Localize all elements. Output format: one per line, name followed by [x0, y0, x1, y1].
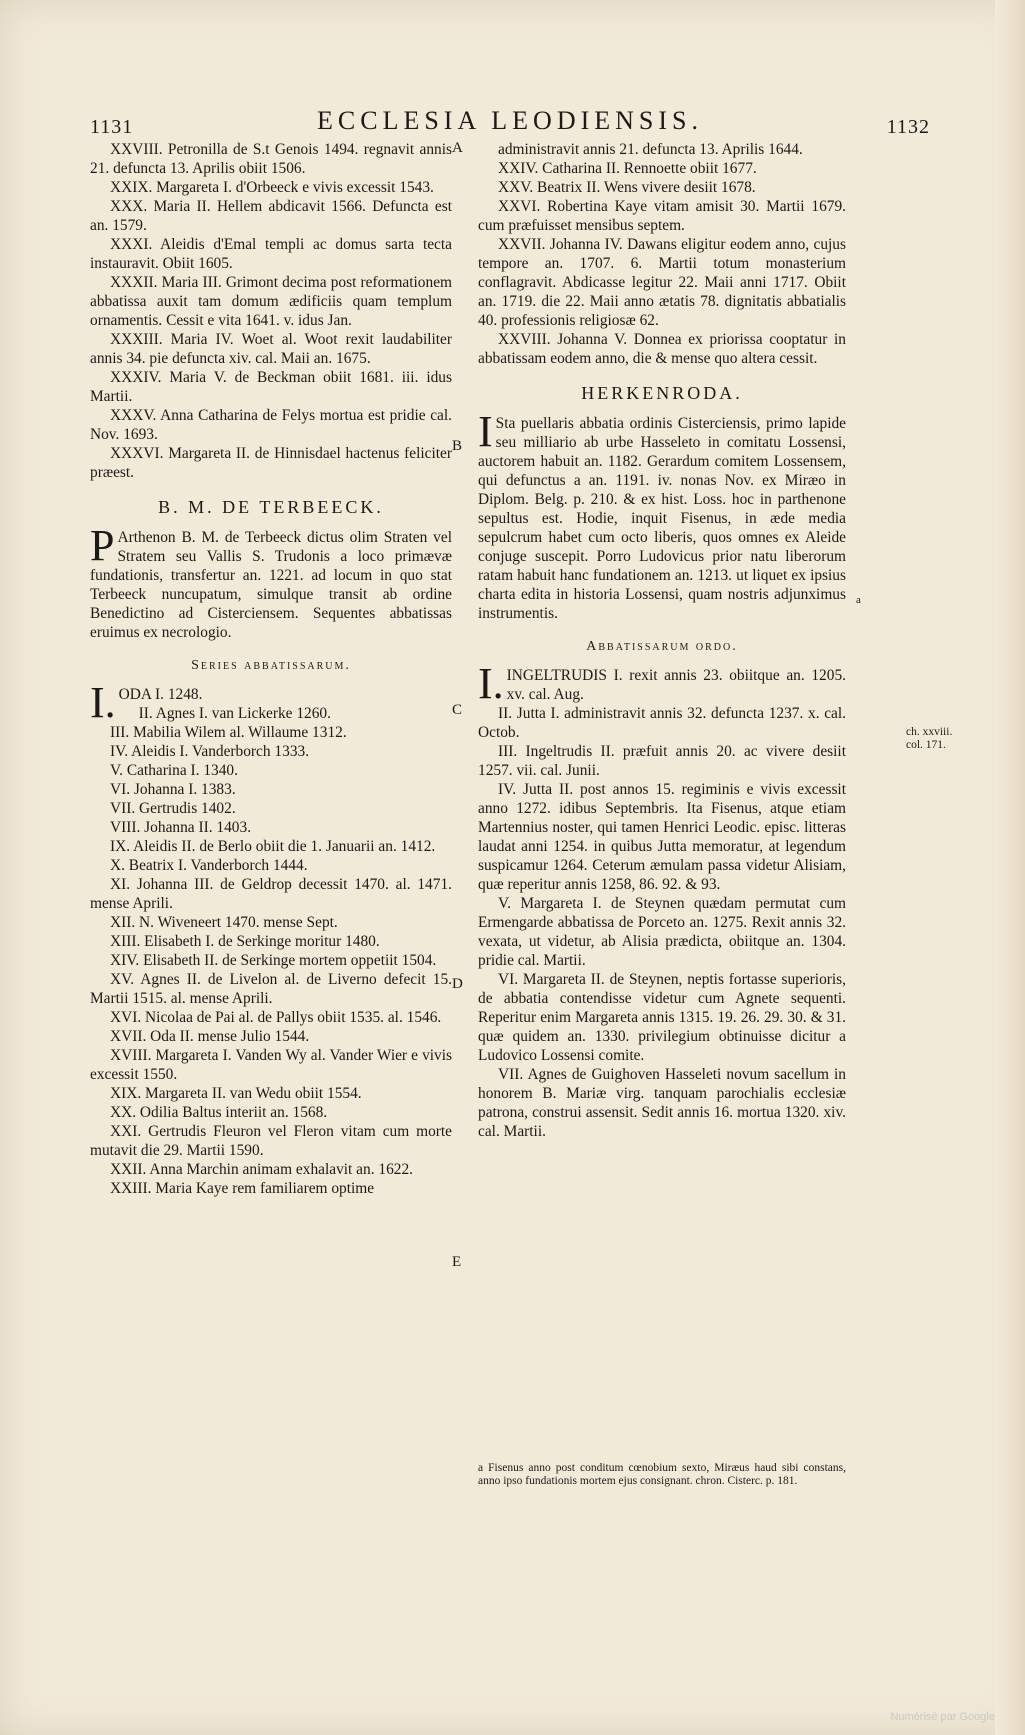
text-paragraph: II. Jutta I. administravit annis 32. defuncta 1237. x. cal. Octob. [478, 705, 846, 741]
text-paragraph: administravit annis 21. defuncta 13. Aprilis 1644. [498, 141, 803, 158]
text-paragraph: XVII. Oda II. mense Julio 1544. [110, 1028, 310, 1045]
text-paragraph: XXIV. Catharina II. Rennoette obiit 1677. [498, 160, 757, 177]
text-paragraph: I.ODA I. 1248. [90, 678, 203, 727]
text-paragraph: ISta puellaris abbatia ordinis Cisterciensis, primo lapide seu milliario ab urbe Hasseleto in comitatu Lossensi, auctorem habuit an. 1182. Gerardum comitem Lossensem, qui defunctus a an. 1191. iv. nonas Nov. ex Miræo in Diplom. Belg. p. 210. & ex hist. Loss. hoc in parthenone sepultus est. Hodie, inquit Fisenus, in æde media sepulcrum habet cum octo liberis, quos omnes ex Aleide conjuge suscepit. Porro Ludovicus prior natu liberorum ratam habuit hanc fundationem an. 1213. ut liquet ex ipsius charta edita in historia Lossensi, quam nostris adjunximus instrumentis. [478, 407, 846, 622]
text-paragraph: V. Margareta I. de Steynen quædam permutat cum Ermengarde abbatissa de Porceto an. 1275. Rexit annis 32. vexata, ut videtur, ab Alisia prædicta, obiitque an. 1304. pridie cal. Martii. [478, 895, 846, 969]
text-paragraph: XXVI. Robertina Kaye vitam amisit 30. Martii 1679. cum præfuisset mensibus septem. [478, 198, 846, 234]
text-paragraph: II. Agnes I. van Lickerke 1260. [138, 705, 331, 722]
list-heading: Abbatissarum ordo. [586, 639, 738, 654]
text-paragraph: XVIII. Margareta I. Vanden Wy al. Vander Wier e vivis excessit 1550. [90, 1047, 452, 1083]
margin-note: ch. xxviii. col. 171. [906, 726, 953, 751]
text-paragraph: XXI. Gertrudis Fleuron vel Fleron vitam cum morte mutavit die 29. Martii 1590. [90, 1123, 452, 1159]
footnote: a Fisenus anno post conditum cœnobium sexto, Miræus haud sibi constans, anno ipso fundationis mortem ejus consignant. chron. Cisterc. p. 181. [478, 1462, 846, 1487]
left-column [90, 140, 452, 1198]
text-paragraph: XXXI. Aleidis d'Emal templi ac domus sarta tecta instauravit. Obiit 1605. [90, 236, 452, 272]
text-paragraph: XXXVI. Margareta II. de Hinnisdael hactenus feliciter præest. [90, 445, 452, 481]
section-heading: B. M. DE TERBEECK. [158, 497, 384, 517]
text-paragraph: XXVII. Johanna IV. Dawans eligitur eodem anno, cujus tempore an. 1707. 6. Martii totum monasterium conflagravit. Abdicasse legitur 22. Maii anni 1717. Obiit an. 1719. die 22. Maii anno ætatis 78. dignitatis abbatialis 40. professionis religiosæ 62. [478, 236, 846, 329]
text-paragraph: XXXIII. Maria IV. Woet al. Woot rexit laudabiliter annis 34. pie defuncta xiv. cal. Maii an. 1675. [90, 331, 452, 367]
text-paragraph: XXXII. Maria III. Grimont decima post reformationem abbatissa auxit tam domum ædificiis quam templum ornamentis. Cessit e vita 1641. v. idus Jan. [90, 274, 452, 329]
text-paragraph: X. Beatrix I. Vanderborch 1444. [110, 857, 308, 874]
section-marker-c: C [452, 702, 463, 718]
text-paragraph: VI. Margareta II. de Steynen, neptis fortasse superioris, de abbatia contendisse videtur cum Agnete sequenti. Reperitur enim Margareta annis 1315. 19. 26. 29. 30. & 31. quæ quidem an. 1330. privilegium obtinuisse dicitur a Ludovico Lossensi comite. [478, 971, 846, 1064]
text-paragraph: XX. Odilia Baltus interiit an. 1568. [110, 1104, 328, 1121]
text-paragraph: III. Mabilia Wilem al. Willaume 1312. [110, 724, 347, 741]
list-heading: Series abbatissarum. [191, 658, 351, 673]
section-marker-d: D [452, 976, 463, 992]
page-title: ECCLESIA LEODIENSIS. [317, 106, 703, 135]
running-header [90, 106, 930, 142]
text-paragraph: VII. Agnes de Guighoven Hasseleti novum sacellum in honorem B. Mariæ virg. tanquam parochialis ecclesiæ patrona, construi assensit. Sedit annis 16. mortua 1320. xiv. cal. Martii. [478, 1066, 846, 1140]
text-paragraph: XXII. Anna Marchin animam exhalavit an. 1622. [110, 1161, 414, 1178]
text-paragraph: XVI. Nicolaa de Pai al. de Pallys obiit 1535. al. 1546. [110, 1009, 442, 1026]
section-heading: HERKENRODA. [581, 383, 743, 403]
text-paragraph: XXIX. Margareta I. d'Orbeeck e vivis excessit 1543. [110, 179, 434, 196]
text-paragraph: XIX. Margareta II. van Wedu obiit 1554. [110, 1085, 362, 1102]
text-paragraph: VIII. Johanna II. 1403. [110, 819, 252, 836]
text-paragraph: XIV. Elisabeth II. de Serkinge mortem oppetiit 1504. [110, 952, 437, 969]
text-paragraph: VII. Gertrudis 1402. [110, 800, 236, 817]
text-paragraph: PArthenon B. M. de Terbeeck dictus olim Straten vel Stratem seu Vallis S. Trudonis a loco primævæ fundationis, transfertur an. 1221. ad locum in quo stat Terbeeck nuncupatum, simulque transit ab ordine Benedictino ad Cisterciensem. Sequentes abbatissas eruimus ex necrologio. [90, 521, 452, 641]
text-paragraph: XXV. Beatrix II. Wens vivere desiit 1678. [498, 179, 756, 196]
watermark: Numérisé par Google [890, 1711, 995, 1723]
text-paragraph: V. Catharina I. 1340. [110, 762, 238, 779]
section-marker-e: E [452, 1254, 462, 1270]
text-paragraph: XII. N. Wiveneert 1470. mense Sept. [110, 914, 338, 931]
page-number-left: 1131 [90, 116, 134, 138]
text-paragraph: XXXV. Anna Catharina de Felys mortua est pridie cal. Nov. 1693. [90, 407, 452, 443]
text-paragraph: IX. Aleidis II. de Berlo obiit die 1. Januarii an. 1412. [110, 838, 436, 855]
text-paragraph: XIII. Elisabeth I. de Serkinge moritur 1480. [110, 933, 380, 950]
text-paragraph: III. Ingeltrudis II. præfuit annis 20. ac vivere desiit 1257. vii. cal. Junii. [478, 743, 846, 779]
text-paragraph: XXXIV. Maria V. de Beckman obiit 1681. iii. idus Martii. [90, 369, 452, 405]
text-paragraph: XXVIII. Johanna V. Donnea ex priorissa cooptatur in abbatissam eodem anno, die & mense quo altera cessit. [478, 331, 846, 367]
text-paragraph: IV. Aleidis I. Vanderborch 1333. [110, 743, 310, 760]
section-marker-a: A [452, 140, 463, 156]
text-paragraph: XXVIII. Petronilla de S.t Genois 1494. regnavit annis 21. defuncta 13. Aprilis obiit 1506. [90, 141, 452, 177]
text-paragraph: XI. Johanna III. de Geldrop decessit 1470. al. 1471. mense Aprili. [90, 876, 452, 912]
section-marker-b: B [452, 438, 463, 454]
text-paragraph: IV. Jutta II. post annos 15. regiminis e vivis excessit anno 1272. idibus Septembris. Ita Fisenus, atque etiam Martennius noster, qui tamen Henrici Leodic. episc. litteras laudat anni 1254. in quibus Jutta memoratur, at legendum suspicamur 1264. Ceterum æmulam passa videtur Alisiam, quæ reperitur annis 1258, 86. 92. & 93. [478, 781, 846, 893]
right-column [478, 140, 846, 1141]
text-paragraph: XXX. Maria II. Hellem abdicavit 1566. Defuncta est an. 1579. [90, 198, 452, 234]
text-paragraph: XXIII. Maria Kaye rem familiarem optime [110, 1180, 375, 1197]
text-paragraph: I.INGELTRUDIS I. rexit annis 23. obiitque an. 1205. xv. cal. Aug. [478, 659, 846, 708]
text-paragraph: VI. Johanna I. 1383. [110, 781, 236, 798]
footnote-reference-mark: a [856, 594, 861, 606]
page-number-right: 1132 [886, 116, 930, 138]
text-paragraph: XV. Agnes II. de Livelon al. de Liverno defecit 15. Martii 1515. al. mense Aprili. [90, 971, 452, 1007]
page-edge-shadow [995, 0, 1025, 1735]
